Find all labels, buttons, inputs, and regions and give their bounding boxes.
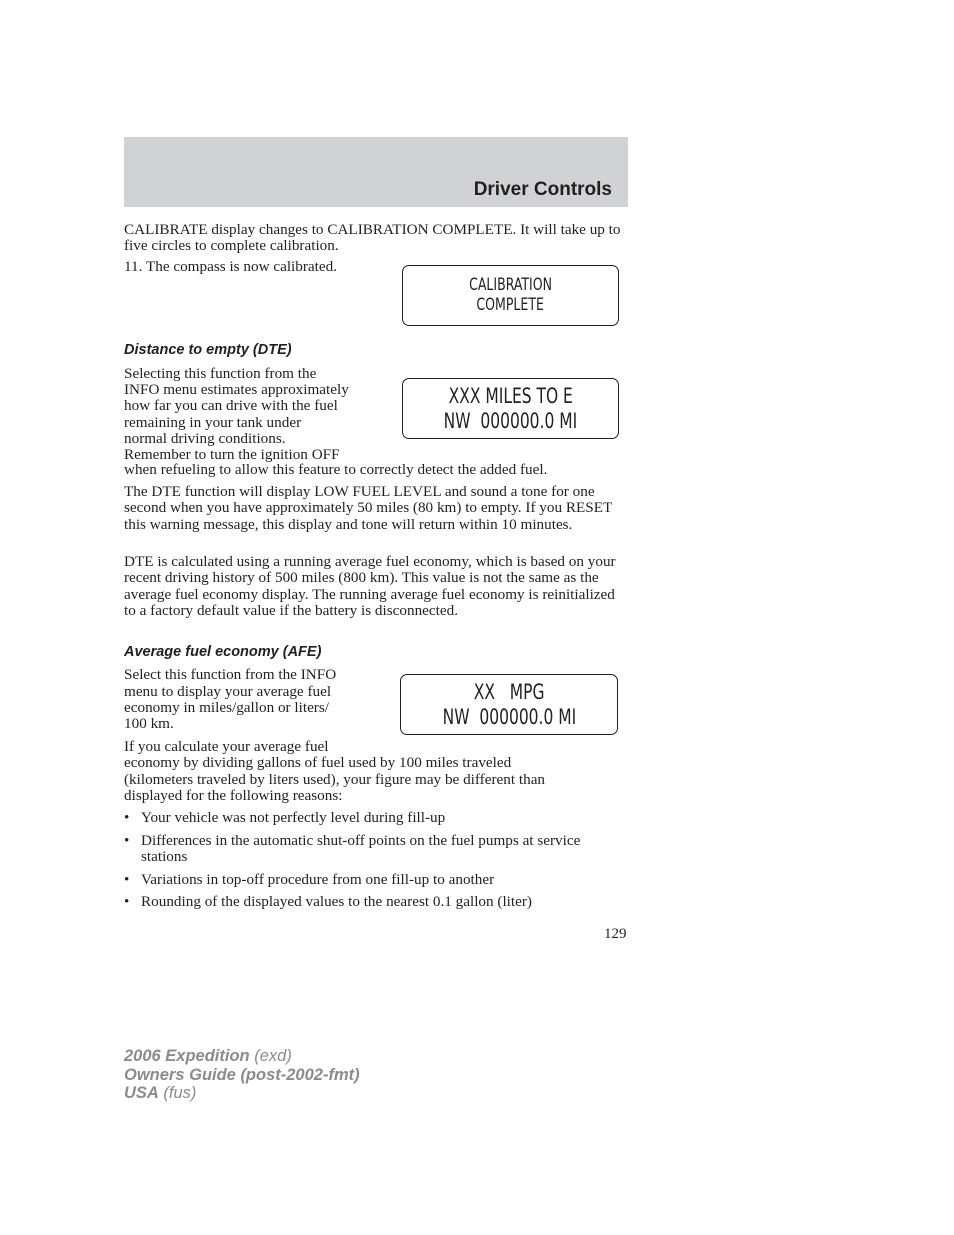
section-header-band: [124, 137, 628, 207]
afe-p2-line: economy by dividing gallons of fuel used by 100 miles traveled: [124, 754, 512, 771]
display-line-2: NW 000000.0 MI: [442, 704, 576, 729]
dte-paragraph-2: The DTE function will display LOW FUEL LEVEL and sound a tone for one second when you have approximately 50 miles (80 km) to empty. If you RESET this warning message, this display and tone will return within 10 minutes.: [124, 483, 613, 533]
dte-p1-line: Remember to turn the ignition OFF: [124, 446, 340, 463]
bullet-icon: •: [124, 832, 130, 849]
afe-p1-line: 100 km.: [124, 715, 174, 732]
bullet-icon: •: [124, 893, 130, 910]
document-footer: [124, 1047, 360, 1103]
dte-paragraph-3: DTE is calculated using a running average fuel economy, which is based on your recent driving history of 500 miles (800 km). This value is not the same as the average fuel economy display. The running average fuel economy is reinitialized to a factory default value if the battery is disconnected.: [124, 553, 616, 619]
intro-paragraph: CALIBRATE display changes to CALIBRATION COMPLETE. It will take up to five circles to complete calibration.: [124, 221, 621, 255]
dte-p1-line: INFO menu estimates approximately: [124, 381, 349, 398]
dte-p1-line: when refueling to allow this feature to correctly detect the added fuel.: [124, 461, 548, 478]
dte-p1-line: how far you can drive with the fuel: [124, 397, 338, 414]
display-line-1: XX MPG: [473, 680, 545, 705]
calibration-complete-display: [402, 265, 619, 326]
afe-p1-line: economy in miles/gallon or liters/: [124, 699, 329, 716]
footer-line-2: Owners Guide (post-2002-fmt): [124, 1065, 360, 1084]
bullet-icon: •: [124, 871, 130, 888]
footer-line-1: 2006 Expedition (exd): [124, 1047, 292, 1065]
display-line-1: XXX MILES TO E: [448, 384, 573, 409]
display-line-2: NW 000000.0 MI: [443, 408, 578, 433]
afe-p2-line: (kilometers traveled by liters used), your figure may be different than: [124, 771, 546, 788]
dte-p1-line: Selecting this function from the: [124, 365, 317, 382]
afe-heading: Average fuel economy (AFE): [124, 644, 322, 660]
dte-display: [402, 378, 619, 439]
afe-p1-line: menu to display your average fuel: [124, 683, 332, 700]
section-title: Driver Controls: [473, 179, 612, 200]
bullet-icon: •: [124, 809, 130, 826]
display-line-2: COMPLETE: [476, 294, 545, 315]
dte-heading: Distance to empty (DTE): [124, 342, 292, 358]
display-line-1: CALIBRATION: [469, 274, 552, 295]
dte-p1-line: remaining in your tank under: [124, 414, 302, 431]
dte-p1-line: normal driving conditions.: [124, 430, 286, 447]
page-number: 129: [604, 926, 627, 942]
afe-p2-line: If you calculate your average fuel: [124, 738, 329, 755]
afe-p2-line: displayed for the following reasons:: [124, 787, 343, 804]
footer-line-3: USA (fus): [124, 1084, 197, 1102]
afe-p1-line: Select this function from the INFO: [124, 666, 337, 683]
afe-display: [400, 674, 618, 735]
step-11-text: 11. The compass is now calibrated.: [124, 258, 337, 275]
